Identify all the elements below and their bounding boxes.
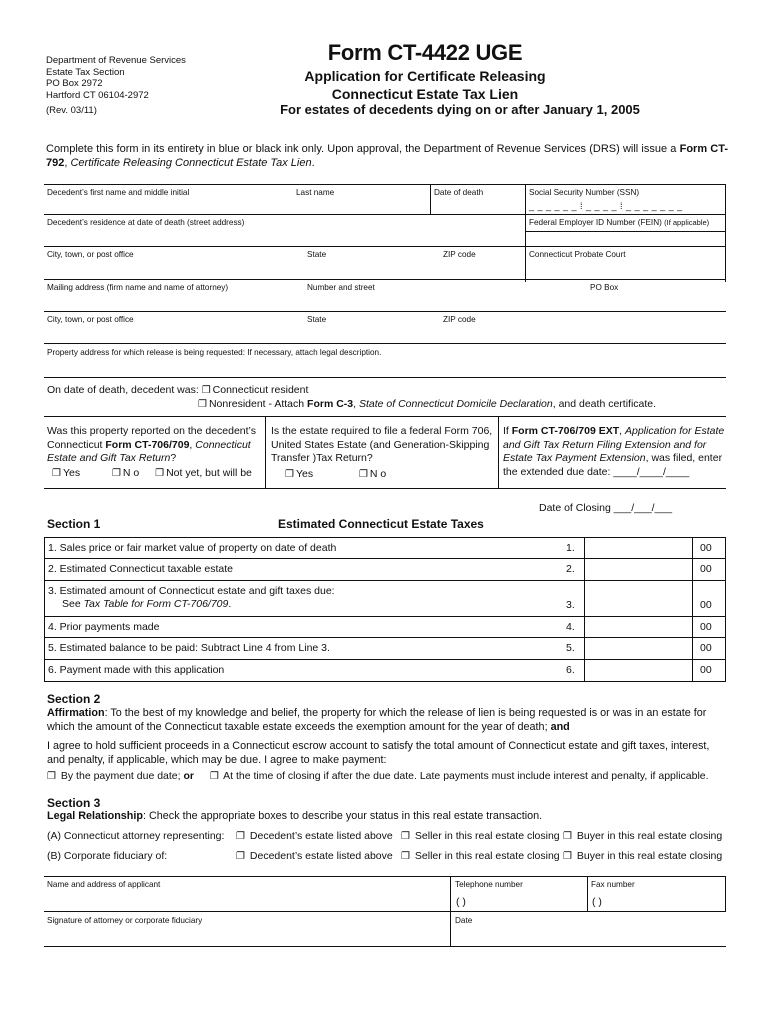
line3-label-2 [62, 598, 231, 610]
by-due-date-label: By the payment due date; [60, 770, 181, 782]
nonresident-end: , and death certificate. [552, 398, 657, 410]
table-rule [44, 580, 726, 581]
q1-qmark: ? [170, 452, 177, 464]
checkbox-at-closing[interactable]: ❐ [209, 771, 219, 782]
checkbox-a-buyer[interactable]: ❐ [563, 831, 572, 842]
q1-sep: , [189, 438, 196, 451]
q2-no-label: N o [369, 468, 387, 480]
nonresident-sep: , [353, 398, 359, 410]
section1-title: Estimated Connecticut Estate Taxes [278, 517, 484, 531]
checkbox-q1-yes[interactable]: ❐ [52, 468, 61, 479]
grid-rule [44, 343, 726, 344]
line1-cents: 00 [700, 542, 712, 554]
line4-cents: 00 [700, 621, 712, 633]
checkbox-nonresident[interactable]: ❐ [198, 399, 207, 410]
intro-form-title: Certificate Releasing Connecticut Estate Tax Lien [70, 157, 312, 169]
intro-sep: , [64, 157, 71, 169]
line6-cents: 00 [700, 664, 712, 676]
applicant-name-field[interactable]: Name and address of applicant [47, 880, 161, 889]
a-seller-label: Seller in this real estate closing [414, 830, 560, 842]
intro-text: Complete this form in its entirety in blue or black ink only. Upon approval, the Department of Revenue Services (DRS) will issue a [46, 143, 677, 155]
grid-divider [430, 184, 431, 214]
line5-label: 5. Estimated balance to be paid: Subtract Line 4 from Line 3. [48, 642, 330, 654]
intro-paragraph [46, 142, 728, 170]
nonresident-form: Form C-3 [307, 398, 354, 410]
question-divider [498, 416, 499, 488]
line2-number: 2. [566, 563, 575, 575]
b-buyer-label: Buyer in this real estate closing [576, 850, 723, 862]
q1-no-label: N o [122, 467, 140, 479]
state-field-1[interactable]: State [307, 250, 327, 259]
form-subtitle: For estates of decedents dying on or after January 1, 2005 [280, 102, 640, 117]
line6-label: 6. Payment made with this application [48, 664, 225, 676]
q1-text: Connecticut [47, 438, 106, 451]
applicant-divider [587, 876, 588, 911]
checkbox-q2-yes[interactable]: ❐ [285, 469, 294, 480]
q1-options [52, 467, 252, 479]
checkbox-a-estate[interactable]: ❐ [236, 831, 245, 842]
payment-options [47, 770, 709, 782]
grid-rule [44, 214, 726, 215]
row-a-opt3 [563, 830, 722, 842]
table-rule [44, 659, 726, 660]
zip-field-1[interactable]: ZIP code [443, 250, 476, 259]
q1-not-yet-label: Not yet, but will be [166, 467, 252, 479]
applicant-rule [44, 911, 726, 912]
q3-title-2: and Gift Tax Return Filing Extension and for [503, 438, 707, 451]
ssn-field[interactable]: Social Security Number (SSN) [529, 188, 640, 197]
checkbox-ct-resident[interactable]: ❐ [201, 385, 211, 396]
grid-rule [44, 246, 726, 247]
a-estate-label: Decedent’s estate listed above [249, 830, 393, 842]
row-a-opt1 [236, 830, 393, 842]
applicant-top-rule [44, 876, 726, 877]
signature-field[interactable]: Signature of attorney or corporate fiduciary [47, 916, 203, 925]
form-title-line1: Application for Certificate Releasing [304, 68, 546, 84]
agreement-text: I agree to hold sufficient proceeds in a Connecticut escrow account to satisfy the total amount of Connecticut estate and gift taxes, interest, and penalty, if applicable, which may be due. I agree to make payment: [47, 740, 710, 766]
row-b-opt2 [401, 850, 560, 862]
city-field-2[interactable]: City, town, or post office [47, 315, 134, 324]
b-seller-label: Seller in this real estate closing [414, 850, 560, 862]
fax-area-code: ( ) [592, 896, 602, 908]
q2-line: United States Estate (and Generation-Skipping [271, 438, 490, 451]
date-of-closing-field[interactable]: Date of Closing ___/___/___ [539, 502, 673, 514]
property-address-field[interactable]: Property address for which release is being requested: If necessary, attach legal description. [47, 348, 382, 357]
number-street-field[interactable]: Number and street [307, 283, 375, 292]
agency-line: Department of Revenue Services [46, 55, 186, 66]
line4-label: 4. Prior payments made [48, 621, 160, 633]
residency-lead: On date of death, decedent was: [47, 384, 199, 396]
checkbox-a-seller[interactable]: ❐ [401, 831, 410, 842]
residency-row-2 [198, 398, 656, 410]
checkbox-q2-no[interactable]: ❐ [358, 469, 368, 480]
q1-line: Was this property reported on the decedent’s [47, 425, 256, 437]
fax-field[interactable]: Fax number [591, 880, 635, 889]
line5-number: 5. [566, 642, 575, 654]
line6-number: 6. [566, 664, 575, 676]
revision-date: (Rev. 03/11) [46, 105, 97, 116]
line2-cents: 00 [700, 563, 712, 575]
grid-divider [525, 184, 526, 282]
agency-line: Hartford CT 06104-2972 [46, 89, 149, 101]
grid-rule [44, 279, 726, 280]
question-bottom-rule [44, 488, 726, 489]
line2-label: 2. Estimated Connecticut taxable estate [48, 563, 234, 575]
applicant-divider [725, 876, 726, 911]
payment-or: or [183, 770, 194, 782]
q1-line [47, 439, 256, 453]
last-name-field[interactable]: Last name [296, 188, 335, 197]
fein-label: Federal Employer ID Number (FEIN) [529, 218, 662, 227]
q3-line [503, 439, 724, 453]
form-title [0, 67, 770, 103]
q3-title-3: Estate Tax Payment Extension [503, 452, 646, 464]
extended-due-date-field[interactable]: the extended due date: ____/____/____ [503, 465, 690, 478]
agency-line: Estate Tax Section [46, 66, 125, 78]
affirmation-text [47, 707, 727, 734]
question-fed706 [271, 425, 492, 466]
question-extension [503, 425, 724, 479]
signature-date-field[interactable]: Date [455, 916, 473, 925]
affirmation-and: and [550, 720, 570, 733]
row-a-opt2 [401, 830, 560, 842]
q3-text: If [503, 425, 512, 437]
q1-yes-label: Yes [62, 467, 81, 479]
po-box-field[interactable]: PO Box [590, 283, 619, 292]
grid-divider [725, 184, 726, 282]
at-closing-label: At the time of closing if after the due date. Late payments must include interest and penalty, if applicable. [223, 770, 709, 782]
line3-end: . [228, 598, 232, 610]
residency-row-1 [47, 384, 308, 396]
row-b-opt3 [563, 850, 722, 862]
row-b-opt1 [236, 850, 393, 862]
q1-form: Form CT-706/709 [105, 438, 190, 451]
q1-line [47, 452, 256, 466]
section3-heading: Section 3 [47, 796, 101, 810]
q2-yes-label: Yes [295, 468, 314, 480]
checkbox-q1-no[interactable]: ❐ [111, 468, 121, 479]
q3-line [503, 452, 724, 466]
legal-relationship-text [47, 810, 727, 824]
line3-see: See [62, 598, 84, 610]
line1-number: 1. [566, 542, 575, 554]
residence-field[interactable]: Decedent’s residence at date of death (street address) [47, 218, 245, 227]
b-estate-label: Decedent’s estate listed above [249, 850, 393, 862]
ct-resident-label: Connecticut resident [212, 384, 309, 396]
fein-rule [525, 231, 726, 232]
q1-title: Connecticut [195, 438, 251, 451]
legal-relationship-label: Legal Relationship [47, 810, 143, 822]
telephone-area-code: ( ) [456, 896, 466, 908]
q1-title-2: Estate and Gift Tax Return [47, 452, 171, 464]
probate-court-field[interactable]: Connecticut Probate Court [529, 250, 626, 259]
fein-note: (If applicable) [664, 218, 710, 227]
mailing-address-field[interactable]: Mailing address (firm name and name of attorney) [47, 283, 229, 292]
line3-number: 3. [566, 599, 575, 611]
fein-field[interactable] [529, 218, 709, 227]
line3-cents: 00 [700, 599, 712, 611]
q3-line [503, 425, 724, 439]
checkbox-b-seller[interactable]: ❐ [401, 851, 410, 862]
intro-end: . [311, 157, 315, 169]
city-field-1[interactable]: City, town, or post office [47, 250, 134, 259]
line3-table-ref: Tax Table for Form CT-706/709 [83, 598, 229, 610]
checkbox-b-estate[interactable]: ❐ [236, 851, 245, 862]
q3-title: Application for Estate [624, 425, 725, 437]
grid-rule [44, 311, 726, 312]
question-ct706 [47, 425, 256, 466]
date-of-death-field[interactable]: Date of death [434, 188, 484, 197]
nonresident-title: State of Connecticut Domicile Declaration [358, 398, 553, 410]
table-rule [44, 558, 726, 559]
checkbox-by-due-date[interactable]: ❐ [47, 771, 56, 782]
line5-cents: 00 [700, 642, 712, 654]
agency-line: PO Box 2972 [46, 78, 103, 89]
q3-text-2: , was filed, enter [645, 452, 723, 464]
q3-sep: , [619, 425, 625, 437]
section1-heading: Section 1 [47, 517, 101, 531]
nonresident-text: Nonresident - Attach [208, 398, 308, 410]
state-field-2[interactable]: State [307, 315, 327, 324]
affirmation-body: : To the best of my knowledge and belief, the property for which the release of lien is being requested is or was in an estate for which the amount of the Connecticut taxable estate exceeds the exemption amount for the year of death; [47, 707, 707, 733]
row-b-label: (B) Corporate fiduciary of: [47, 850, 168, 862]
grid-top-rule [44, 184, 726, 185]
a-buyer-label: Buyer in this real estate closing [576, 830, 723, 842]
table-rule [44, 537, 726, 538]
q3-form: Form CT-706/709 EXT [511, 425, 620, 437]
grid-rule [44, 377, 726, 378]
form-title-line2: Connecticut Estate Tax Lien [331, 86, 519, 102]
line4-number: 4. [566, 621, 575, 633]
line1-label: 1. Sales price or fair market value of property on date of death [48, 542, 337, 554]
affirmation-label: Affirmation [47, 707, 105, 719]
applicant-bottom-rule [44, 946, 726, 947]
checkbox-q1-not-yet[interactable]: ❐ [155, 468, 165, 479]
q2-options [285, 468, 386, 480]
table-rule [44, 681, 726, 682]
section2-heading: Section 2 [47, 692, 101, 706]
question-divider [265, 416, 266, 488]
residency-rule [44, 416, 726, 417]
table-rule [44, 637, 726, 638]
q2-line: Transfer )Tax Return? [271, 452, 373, 464]
telephone-field[interactable]: Telephone number [455, 880, 523, 889]
intro-form-ref: Form CT-792 [46, 143, 728, 169]
first-name-field[interactable]: Decedent’s first name and middle initial [47, 188, 190, 197]
q2-line: Is the estate required to file a federal Form 706, [271, 425, 493, 437]
line3-label: 3. Estimated amount of Connecticut estate and gift taxes due: [48, 585, 335, 597]
legal-relationship-body: : Check the appropriate boxes to describe your status in this real estate transaction. [143, 810, 543, 822]
row-a-label: (A) Connecticut attorney representing: [47, 830, 225, 842]
ssn-mask: _ _ _ _ _ _ ⁞ _ _ _ _ ⁞ _ _ _ _ _ _ _ [529, 201, 683, 211]
table-rule [44, 616, 726, 617]
checkbox-b-buyer[interactable]: ❐ [563, 851, 572, 862]
form-number: Form CT-4422 UGE [327, 40, 523, 65]
zip-field-2[interactable]: ZIP code [443, 315, 476, 324]
